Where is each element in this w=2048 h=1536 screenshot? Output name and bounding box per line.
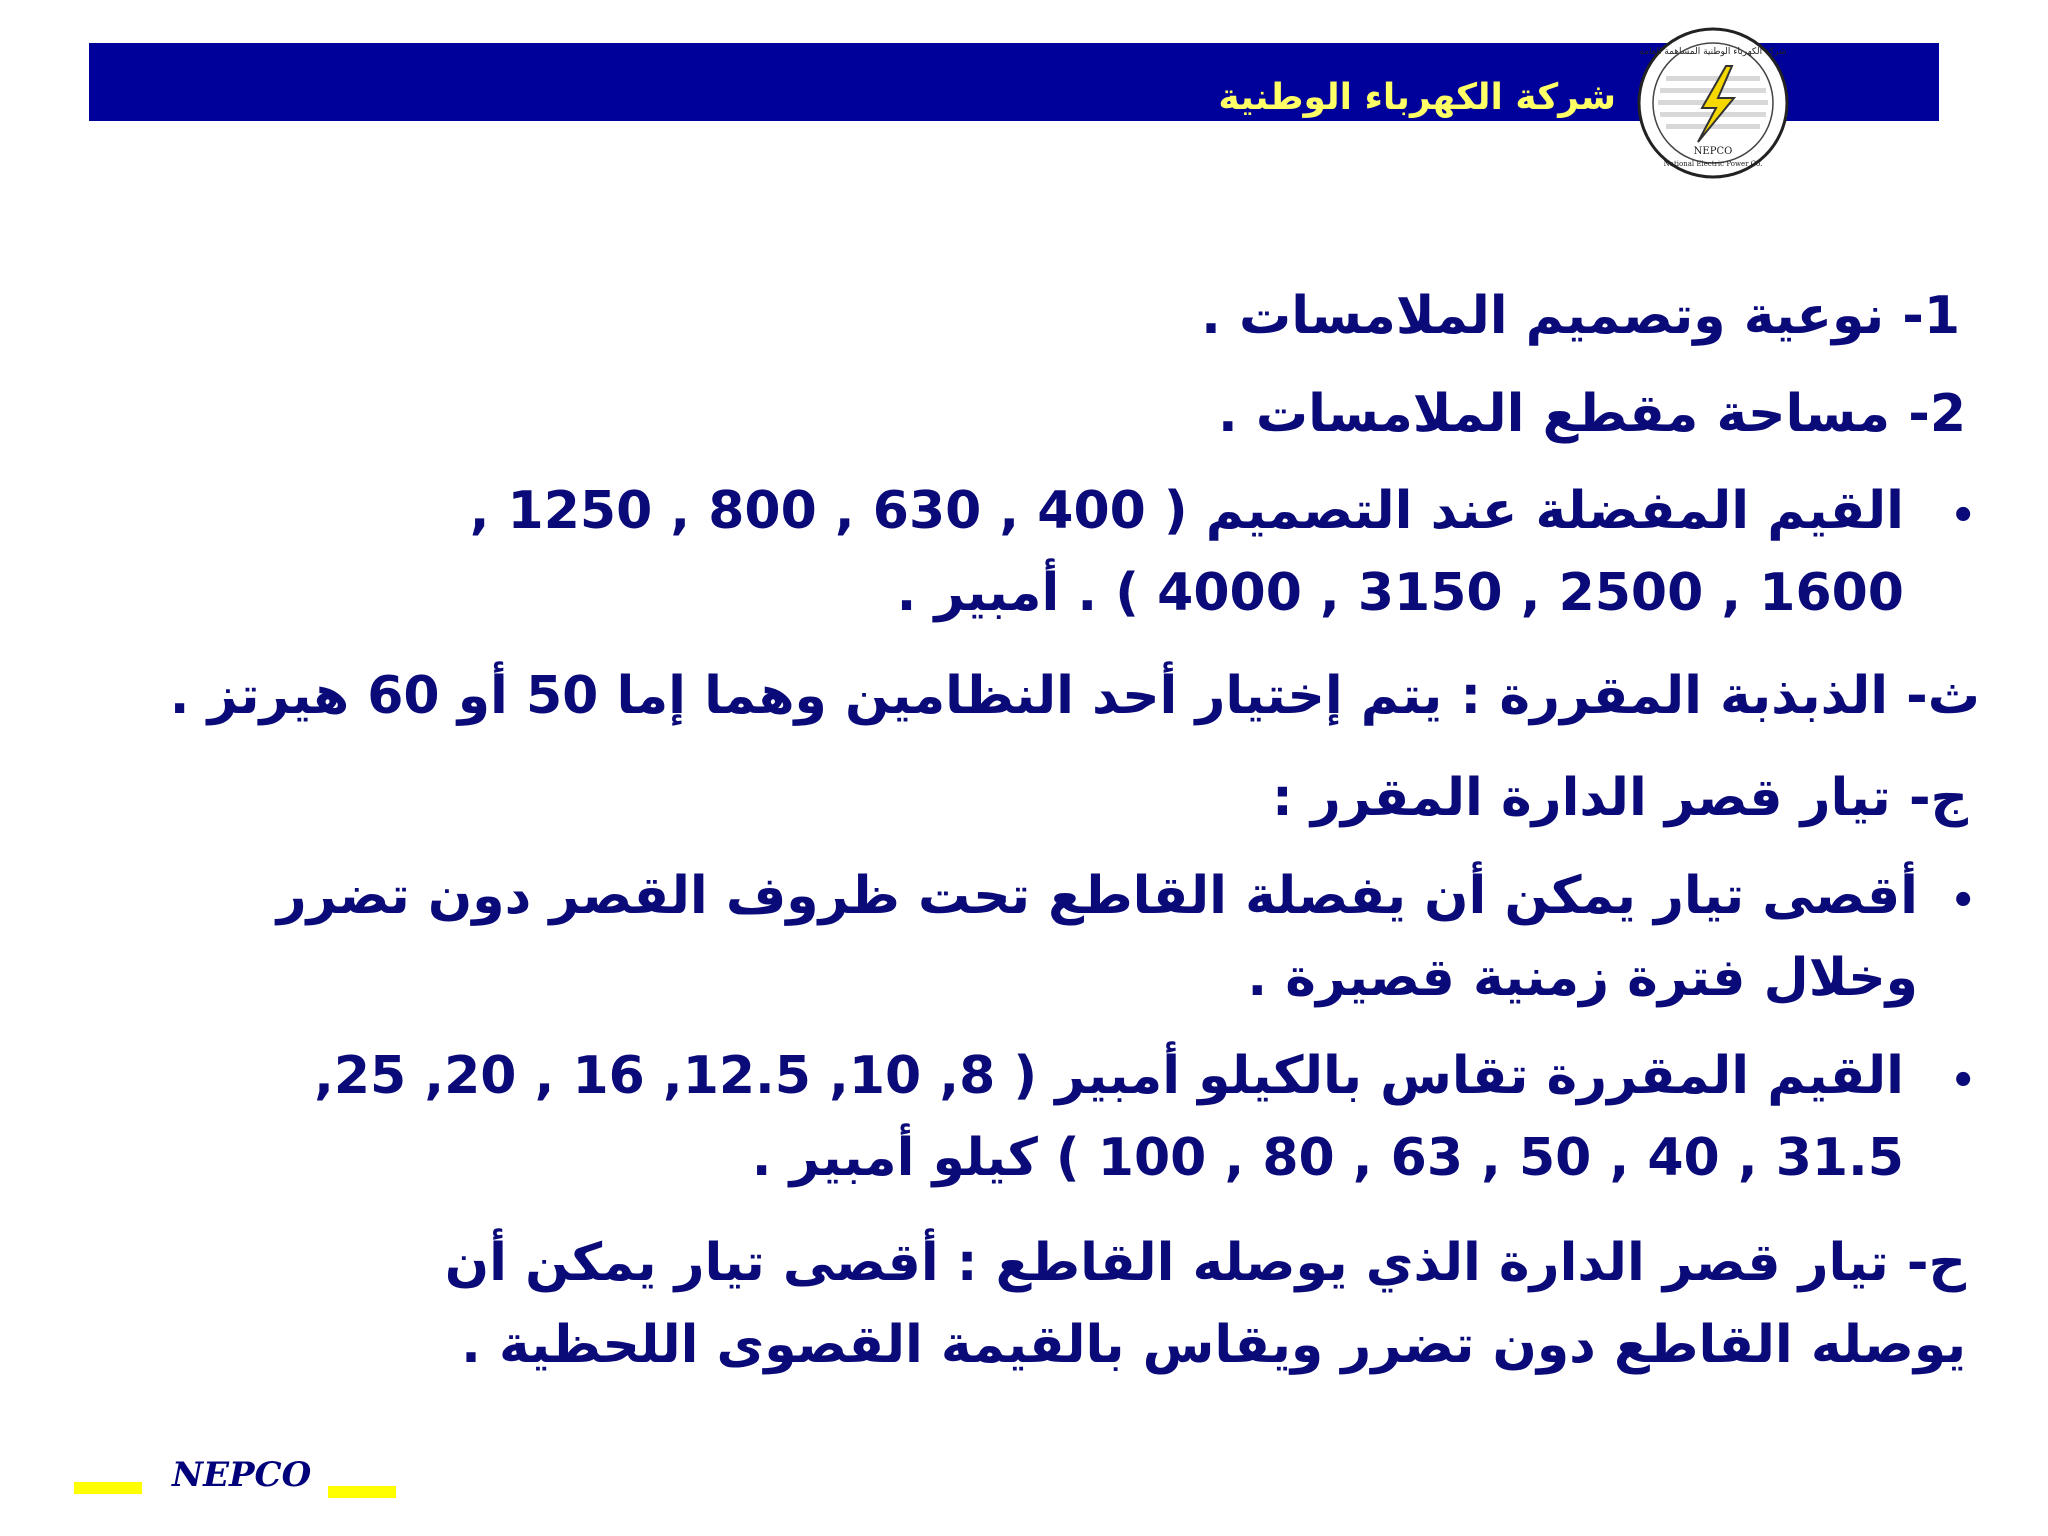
item-contact-area: 2- مساحة مقطع الملامسات .	[1218, 384, 1966, 444]
footer-dash-right	[328, 1486, 396, 1498]
logo-abbrev-text: NEPCO	[1693, 146, 1733, 157]
slide-content	[120, 0, 1980, 1400]
bullet-marker: •	[1950, 493, 1976, 539]
item-contact-design: 1- نوعية وتصميم الملامسات .	[1201, 286, 1960, 346]
bullet-max-breaking-current: أقصى تيار يمكن أن يفصلة القاطع تحت ظروف القصر دون تضرر وخلال فترة زمنية قصيرة .	[276, 866, 1918, 1008]
bullet-marker: •	[1950, 878, 1976, 924]
footer-dash-left	[74, 1482, 142, 1494]
bullet-preferred-values: القيم المفضلة عند التصميم ( 400 , 630 , 800 , 1250 , 1600 , 2500 , 3150 , 4000 ) . أمبير .	[469, 481, 1904, 623]
logo-english-text: National Electric Power Co.	[1663, 160, 1763, 168]
bullet-rated-values: القيم المقررة تقاس بالكيلو أمبير ( 8, 10, 12.5, 16 , 20, 25, 31.5 , 40 , 50 , 63 , 80 , 100 ) كيلو أمبير .	[314, 1046, 1904, 1188]
footer-brand: NEPCO	[172, 1455, 312, 1495]
making-current: ح- تيار قصر الدارة الذي يوصله القاطع : أقصى تيار يمكن أن يوصله القاطع دون تضرر ويقاس بالقيمة القصوى اللحظية .	[444, 1233, 1966, 1375]
bullet-marker: •	[1950, 1058, 1976, 1104]
company-name: شركة الكهرباء الوطنية	[1218, 77, 1616, 118]
rated-frequency: ث- الذبذبة المقررة : يتم إختيار أحد النظامين وهما إما 50 أو 60 هيرتز .	[169, 666, 1980, 726]
short-circuit-heading: ج- تيار قصر الدارة المقرر :	[1272, 768, 1968, 828]
logo-arabic-text: شركة الكهرباء الوطنية المساهمة العامة	[1639, 47, 1787, 57]
